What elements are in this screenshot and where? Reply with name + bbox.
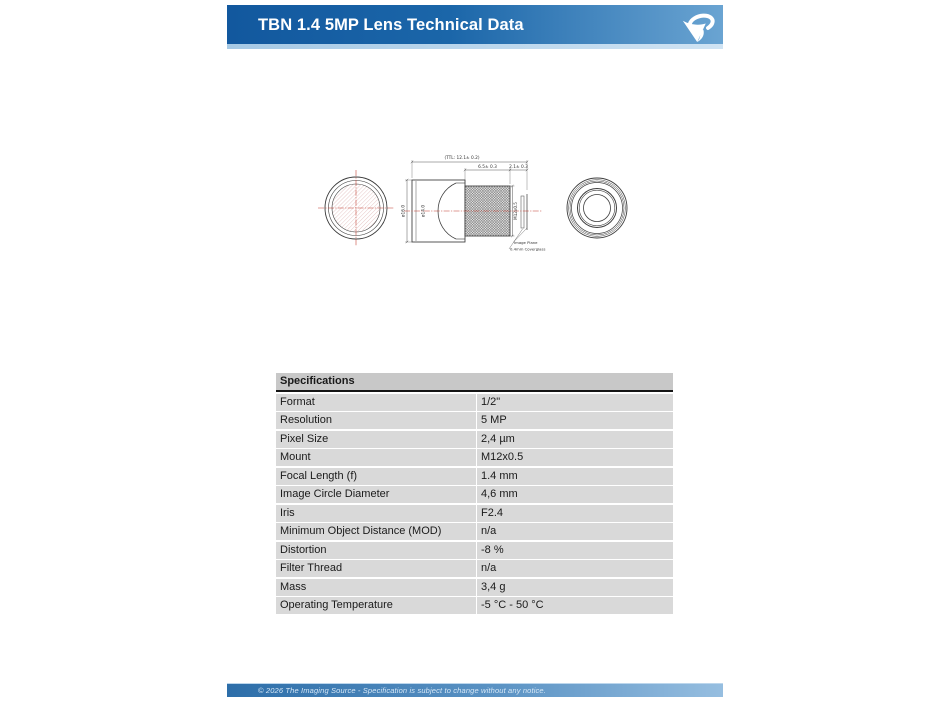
dim-ttl-label: (TTL: 12.1± 0.2): [444, 156, 480, 161]
spec-value: -5 °C - 50 °C: [477, 597, 673, 614]
dim-lens-diameter-label: ø14.0: [421, 204, 427, 218]
side-view-drawing: [401, 155, 546, 252]
spec-label: Format: [276, 394, 476, 411]
spec-label: Filter Thread: [276, 560, 476, 577]
header-bar: [227, 5, 723, 44]
table-row: [276, 579, 673, 596]
spec-value: n/a: [477, 523, 673, 540]
table-row: [276, 523, 673, 540]
lens-technical-drawing: [310, 148, 650, 258]
dim-thread-length-label: 6.5± 0.3: [478, 164, 497, 170]
spec-label: Operating Temperature: [276, 597, 476, 614]
header-accent-strip: [227, 44, 723, 49]
table-row: [276, 449, 673, 466]
spec-value: M12x0.5: [477, 449, 673, 466]
spec-label: Pixel Size: [276, 431, 476, 448]
spec-value: F2.4: [477, 505, 673, 522]
spec-value: 3,4 g: [477, 579, 673, 596]
table-row: [276, 431, 673, 448]
spec-value: 1/2": [477, 394, 673, 411]
image-plane-label: Image Plane: [514, 240, 538, 245]
footer-copyright: © 2026 The Imaging Source - Specification is subject to change without any notice.: [258, 686, 546, 695]
table-header: Specifications: [276, 373, 673, 392]
spec-label: Resolution: [276, 412, 476, 429]
spec-label: Mount: [276, 449, 476, 466]
specifications-table: [276, 373, 673, 614]
spec-label: Minimum Object Distance (MOD): [276, 523, 476, 540]
spec-label: Distortion: [276, 542, 476, 559]
datasheet-page: [227, 0, 723, 703]
spec-value: 2,4 µm: [477, 431, 673, 448]
page-title: TBN 1.4 5MP Lens Technical Data: [258, 16, 524, 34]
table-row: [276, 486, 673, 503]
table-row: [276, 468, 673, 485]
front-view-drawing: [318, 170, 394, 246]
table-row: [276, 560, 673, 577]
spec-label: Mass: [276, 579, 476, 596]
table-row: [276, 394, 673, 411]
table-row: [276, 597, 673, 614]
dim-mount-thread-label: M12x0.5: [513, 202, 519, 220]
coverglass-label: 0.4mm Coverglass: [510, 246, 546, 252]
spec-value: 5 MP: [477, 412, 673, 429]
dim-back-length-label: 2.1± 0.3: [509, 164, 528, 170]
imaging-source-logo-icon: [681, 11, 717, 45]
rear-view-drawing: [567, 178, 627, 238]
spec-label: Iris: [276, 505, 476, 522]
spec-label: Focal Length (f): [276, 468, 476, 485]
spec-label: Image Circle Diameter: [276, 486, 476, 503]
footer-bar: [227, 683, 723, 697]
spec-value: -8 %: [477, 542, 673, 559]
table-row: [276, 412, 673, 429]
dim-outer-diameter-label: ø16.0: [401, 204, 407, 218]
table-row: [276, 542, 673, 559]
spec-value: 4,6 mm: [477, 486, 673, 503]
spec-value: 1.4 mm: [477, 468, 673, 485]
spec-value: n/a: [477, 560, 673, 577]
table-row: [276, 505, 673, 522]
